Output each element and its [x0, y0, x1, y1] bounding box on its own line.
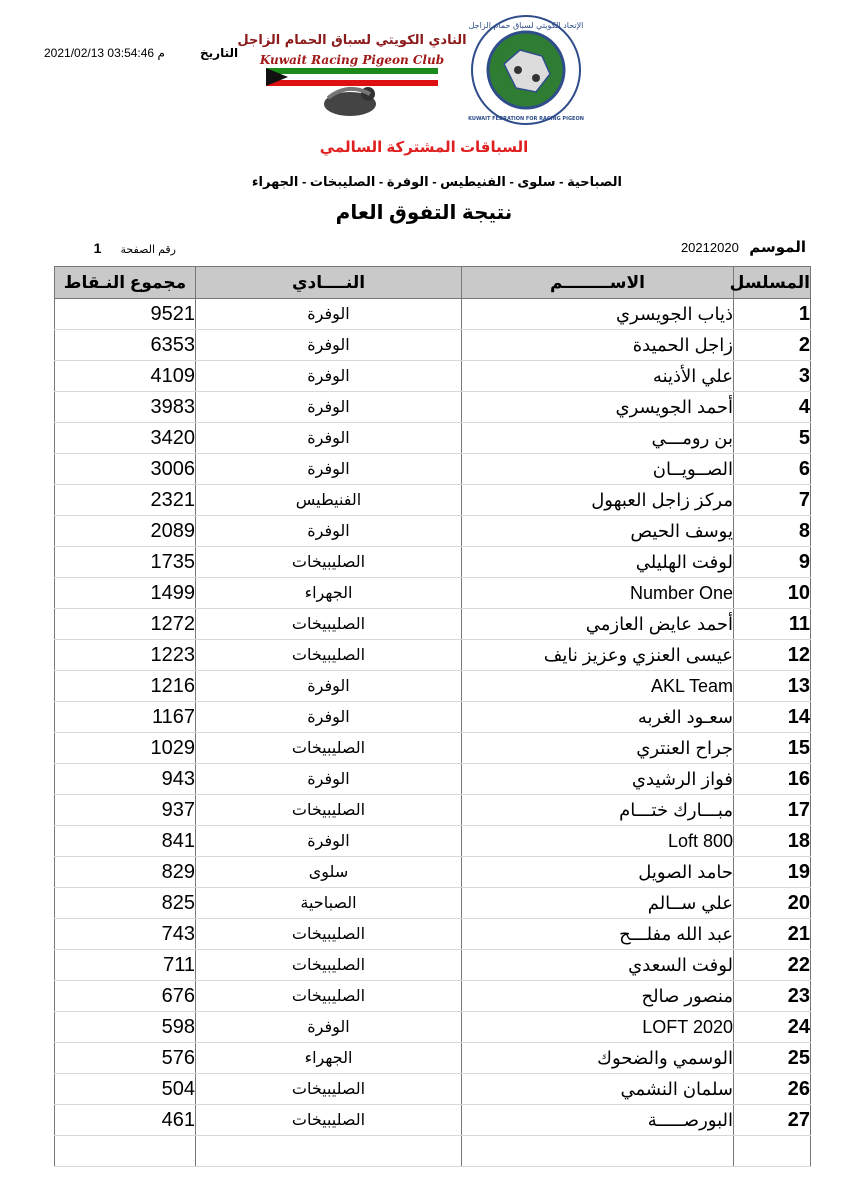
- points-cell: 504: [55, 1074, 196, 1105]
- column-header-points: مجموع النـقاط: [55, 267, 196, 299]
- table-row: [55, 640, 811, 671]
- points-cell: 576: [55, 1043, 196, 1074]
- table-row: [55, 950, 811, 981]
- name-cell: أحمد الجويسري: [462, 392, 734, 423]
- name-cell: سلمان النشمي: [462, 1074, 734, 1105]
- page-number-info: [56, 240, 176, 256]
- table-row: [55, 919, 811, 950]
- rank-cell: 1: [734, 299, 811, 330]
- club-cell: الوفرة: [196, 826, 462, 857]
- name-cell: فواز الرشيدي: [462, 764, 734, 795]
- name-cell: عيسى العنزي وعزيز نايف: [462, 640, 734, 671]
- points-cell: 2089: [55, 516, 196, 547]
- rank-cell: 21: [734, 919, 811, 950]
- rank-cell: 5: [734, 423, 811, 454]
- season-value: 20212020: [680, 240, 739, 255]
- club-cell: الوفرة: [196, 764, 462, 795]
- points-cell: 1167: [55, 702, 196, 733]
- table-row: [55, 795, 811, 826]
- name-cell: LOFT 2020: [462, 1012, 734, 1043]
- svg-text:النادي الكويتي لسباق الحمام ال: النادي الكويتي لسباق الحمام الزاجل: [237, 33, 467, 48]
- rank-cell: 20: [734, 888, 811, 919]
- club-cell: الوفرة: [196, 361, 462, 392]
- table-row: [55, 826, 811, 857]
- table-row: [55, 547, 811, 578]
- table-row: [55, 330, 811, 361]
- rank-cell: 4: [734, 392, 811, 423]
- club-cell: الجهراء: [196, 1043, 462, 1074]
- name-cell: AKL Team: [462, 671, 734, 702]
- season-label: الموسم: [749, 239, 806, 256]
- points-cell: 3006: [55, 454, 196, 485]
- name-cell: أحمد عايض العازمي: [462, 609, 734, 640]
- club-cell: الصليبيخات: [196, 919, 462, 950]
- points-cell: 937: [55, 795, 196, 826]
- rank-cell: 18: [734, 826, 811, 857]
- table-row: [55, 733, 811, 764]
- name-cell: مركز زاجل العبهول: [462, 485, 734, 516]
- points-cell: 943: [55, 764, 196, 795]
- rank-cell: 27: [734, 1105, 811, 1136]
- table-row: [55, 981, 811, 1012]
- column-header-name: الاســــــــم: [462, 267, 734, 299]
- points-cell: 1272: [55, 609, 196, 640]
- name-cell: الوسمي والضحوك: [462, 1043, 734, 1074]
- points-cell: 4109: [55, 361, 196, 392]
- points-cell: 598: [55, 1012, 196, 1043]
- rank-cell: 26: [734, 1074, 811, 1105]
- club-cell: الصليبيخات: [196, 733, 462, 764]
- results-table: [54, 266, 811, 1167]
- rank-cell: 17: [734, 795, 811, 826]
- name-cell: بن رومـــي: [462, 423, 734, 454]
- club-cell: الصليبيخات: [196, 795, 462, 826]
- club-cell: الصباحية: [196, 888, 462, 919]
- date-value: 2021/02/13 03:54:46 م: [44, 46, 165, 60]
- club-cell: الوفرة: [196, 671, 462, 702]
- points-cell: 2321: [55, 485, 196, 516]
- club-cell: الوفرة: [196, 702, 462, 733]
- points-cell: 1223: [55, 640, 196, 671]
- club-cell: الجهراء: [196, 578, 462, 609]
- rank-cell: 7: [734, 485, 811, 516]
- points-cell: 3420: [55, 423, 196, 454]
- name-cell: يوسف الحيص: [462, 516, 734, 547]
- club-cell: الصليبيخات: [196, 640, 462, 671]
- points-cell: 1735: [55, 547, 196, 578]
- participating-clubs: الصباحية - سلوى - الفنيطيس - الوفرة - الصليبخات - الجهراء: [251, 174, 622, 189]
- table-row: [55, 299, 811, 330]
- table-row: [55, 454, 811, 485]
- federation-logo: [470, 14, 582, 126]
- points-cell: 825: [55, 888, 196, 919]
- points-cell: 461: [55, 1105, 196, 1136]
- points-cell: 1499: [55, 578, 196, 609]
- rank-cell: 16: [734, 764, 811, 795]
- points-cell: 676: [55, 981, 196, 1012]
- name-cell: البورصـــــة: [462, 1105, 734, 1136]
- table-row: [55, 888, 811, 919]
- name-cell: زاجل الحميدة: [462, 330, 734, 361]
- table-row: [55, 1043, 811, 1074]
- rank-cell: 24: [734, 1012, 811, 1043]
- rank-cell: 23: [734, 981, 811, 1012]
- name-cell: مبـــارك ختـــام: [462, 795, 734, 826]
- table-row: [55, 485, 811, 516]
- club-cell: الوفرة: [196, 423, 462, 454]
- club-cell: الصليبيخات: [196, 547, 462, 578]
- rank-cell: 13: [734, 671, 811, 702]
- club-logo: [237, 8, 467, 126]
- table-row: [55, 578, 811, 609]
- points-cell: 6353: [55, 330, 196, 361]
- points-cell: 743: [55, 919, 196, 950]
- name-cell: ذياب الجويسري: [462, 299, 734, 330]
- table-row: [55, 516, 811, 547]
- club-cell: الصليبيخات: [196, 950, 462, 981]
- rank-cell: 9: [734, 547, 811, 578]
- name-cell: منصور صالح: [462, 981, 734, 1012]
- table-row: [55, 671, 811, 702]
- rank-cell: 6: [734, 454, 811, 485]
- table-row: [55, 423, 811, 454]
- table-row: [55, 361, 811, 392]
- club-cell: الوفرة: [196, 1012, 462, 1043]
- rank-cell: 22: [734, 950, 811, 981]
- club-cell: الفنيطيس: [196, 485, 462, 516]
- page-number-label: رقم الصفحة: [120, 244, 176, 256]
- points-cell: 1216: [55, 671, 196, 702]
- club-cell: سلوى: [196, 857, 462, 888]
- rank-cell: 3: [734, 361, 811, 392]
- rank-cell: 12: [734, 640, 811, 671]
- column-header-club: النــــادي: [196, 267, 462, 299]
- date-label: التاريخ: [200, 46, 239, 60]
- table-row: [55, 392, 811, 423]
- club-cell: الصليبيخات: [196, 1074, 462, 1105]
- rank-cell: 14: [734, 702, 811, 733]
- svg-text:Kuwait Racing Pigeon Club: Kuwait Racing Pigeon Club: [259, 53, 445, 67]
- club-cell: الوفرة: [196, 454, 462, 485]
- column-header-rank: المسلسل: [734, 267, 811, 299]
- club-cell: الوفرة: [196, 299, 462, 330]
- table-row: [55, 609, 811, 640]
- rank-cell: 15: [734, 733, 811, 764]
- club-cell: الصليبيخات: [196, 609, 462, 640]
- rank-cell: 8: [734, 516, 811, 547]
- club-cell: الوفرة: [196, 516, 462, 547]
- svg-text:الإتحاد الكويتي لسباق حمام الز: الإتحاد الكويتي لسباق حمام الزاجل: [468, 21, 584, 30]
- rank-cell: 10: [734, 578, 811, 609]
- table-row-continuation: [55, 1136, 811, 1167]
- name-cell: علي الأذينه: [462, 361, 734, 392]
- season-info: [600, 238, 806, 257]
- name-cell: لوفت الهليلي: [462, 547, 734, 578]
- name-cell: جراح العنتري: [462, 733, 734, 764]
- name-cell: سعـود الغربه: [462, 702, 734, 733]
- points-cell: 9521: [55, 299, 196, 330]
- name-cell: علي ســالم: [462, 888, 734, 919]
- rank-cell: 25: [734, 1043, 811, 1074]
- table-row: [55, 857, 811, 888]
- rank-cell: 11: [734, 609, 811, 640]
- table-header-row: [55, 267, 811, 299]
- club-cell: الصليبيخات: [196, 981, 462, 1012]
- points-cell: 829: [55, 857, 196, 888]
- table-row: [55, 702, 811, 733]
- page-number-value: 1: [93, 240, 102, 256]
- table-row: [55, 1074, 811, 1105]
- points-cell: 711: [55, 950, 196, 981]
- points-cell: 841: [55, 826, 196, 857]
- table-row: [55, 1012, 811, 1043]
- name-cell: عبد الله مفلـــح: [462, 919, 734, 950]
- club-cell: الصليبيخات: [196, 1105, 462, 1136]
- name-cell: الصــويــان: [462, 454, 734, 485]
- table-row: [55, 1105, 811, 1136]
- points-cell: 1029: [55, 733, 196, 764]
- svg-text:KUWAIT FEDRATION FOR RACING PI: KUWAIT FEDRATION FOR RACING PIGEON: [468, 116, 584, 122]
- table-row: [55, 764, 811, 795]
- name-cell: حامد الصويل: [462, 857, 734, 888]
- name-cell: لوفت السعدي: [462, 950, 734, 981]
- club-cell: الوفرة: [196, 392, 462, 423]
- name-cell: Loft 800: [462, 826, 734, 857]
- org-title: السباقات المشتركة السالمي: [319, 139, 529, 156]
- club-cell: الوفرة: [196, 330, 462, 361]
- points-cell: 3983: [55, 392, 196, 423]
- rank-cell: 2: [734, 330, 811, 361]
- report-title: نتيجة التفوق العام: [335, 202, 513, 224]
- name-cell: Number One: [462, 578, 734, 609]
- rank-cell: 19: [734, 857, 811, 888]
